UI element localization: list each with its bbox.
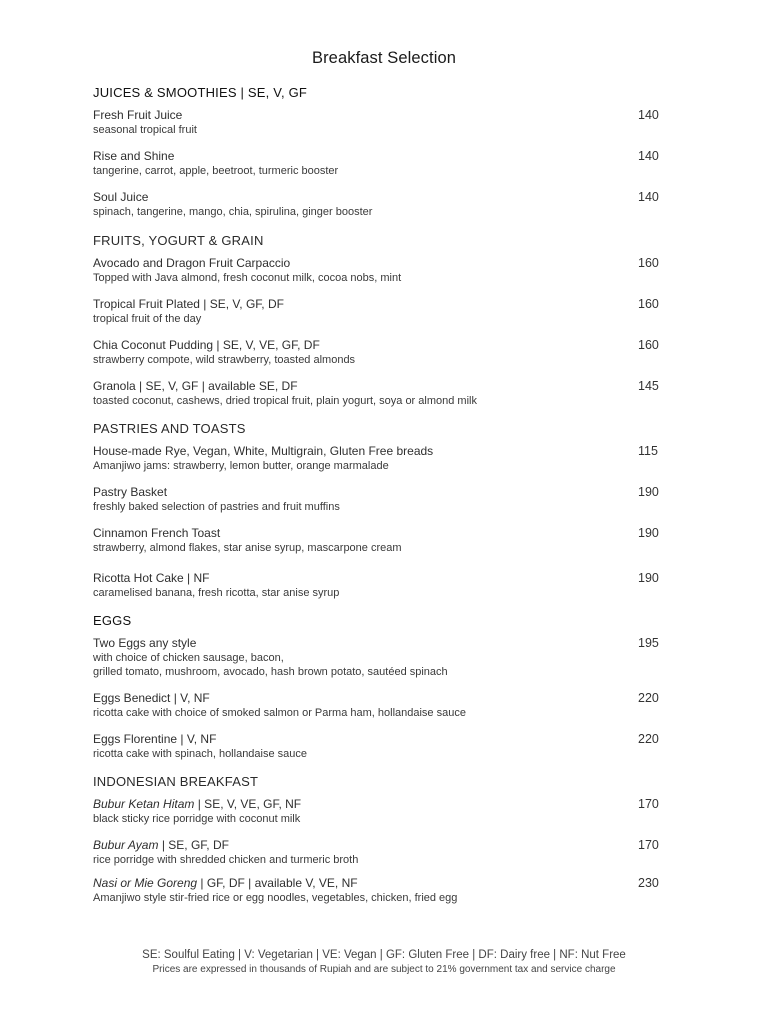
item-name-line	[93, 797, 673, 812]
item-price: 160	[638, 338, 659, 352]
item-name: Nasi or Mie Goreng	[93, 876, 198, 890]
menu-item	[93, 876, 673, 905]
section-heading: INDONESIAN BREAKFAST	[93, 774, 259, 789]
item-price: 195	[638, 636, 659, 650]
item-description-line-2: grilled tomato, mushroom, avocado, hash brown potato, sautéed spinach	[93, 666, 448, 678]
item-description: with choice of chicken sausage, bacon,	[93, 652, 284, 664]
section-pastries-toasts	[93, 420, 673, 609]
item-price: 190	[638, 526, 659, 540]
item-name: Rise and Shine	[93, 149, 175, 163]
item-description: freshly baked selection of pastries and fruit muffins	[93, 501, 340, 513]
item-price: 190	[638, 571, 659, 585]
menu-item	[93, 797, 673, 826]
item-price: 170	[638, 838, 659, 852]
item-price: 140	[638, 149, 659, 163]
item-name: Soul Juice	[93, 190, 149, 204]
section-indonesian-breakfast	[93, 773, 673, 914]
item-description: spinach, tangerine, mango, chia, spirulina, ginger booster	[93, 206, 373, 218]
item-description: seasonal tropical fruit	[93, 124, 197, 136]
section-fruits-yogurt-grain	[93, 232, 673, 417]
item-name: Tropical Fruit Plated | SE, V, GF, DF	[93, 297, 284, 311]
item-description: tangerine, carrot, apple, beetroot, turmeric booster	[93, 165, 339, 177]
item-description: strawberry, almond flakes, star anise syrup, mascarpone cream	[93, 542, 402, 554]
section-heading: PASTRIES AND TOASTS	[93, 421, 246, 436]
section-heading: EGGS	[93, 613, 132, 628]
item-name: Two Eggs any style	[93, 636, 197, 650]
section-juices-smoothies	[93, 84, 673, 228]
menu-item	[93, 526, 673, 555]
section-eggs	[93, 612, 673, 770]
menu-item	[93, 444, 673, 473]
item-name: House-made Rye, Vegan, White, Multigrain, Gluten Free breads	[93, 444, 434, 458]
item-name: Cinnamon French Toast	[93, 526, 221, 540]
section-heading: FRUITS, YOGURT & GRAIN	[93, 233, 264, 248]
menu-item	[93, 149, 673, 178]
section-heading: JUICES & SMOOTHIES | SE, V, GF	[93, 85, 308, 100]
item-name-line	[93, 838, 673, 853]
menu-item	[93, 256, 673, 285]
item-tags: | SE, V, VE, GF, NF	[197, 797, 302, 811]
item-name: Ricotta Hot Cake | NF	[93, 571, 210, 585]
menu-item	[93, 732, 673, 761]
item-description: Amanjiwo jams: strawberry, lemon butter, orange marmalade	[93, 460, 389, 472]
footer	[0, 948, 768, 976]
item-name: Eggs Benedict | V, NF	[93, 691, 210, 705]
item-description: ricotta cake with choice of smoked salmon or Parma ham, hollandaise sauce	[93, 707, 466, 719]
item-name: Pastry Basket	[93, 485, 168, 499]
item-price: 160	[638, 256, 659, 270]
price-note: Prices are expressed in thousands of Rupiah and are subject to 21% government tax and service charge	[152, 964, 616, 975]
item-name-line	[93, 876, 673, 891]
item-description: strawberry compote, wild strawberry, toasted almonds	[93, 354, 356, 366]
item-name: Granola | SE, V, GF | available SE, DF	[93, 379, 298, 393]
item-price: 145	[638, 379, 659, 393]
item-price: 140	[638, 190, 659, 204]
item-price: 220	[638, 732, 659, 746]
item-price: 115	[638, 444, 658, 458]
item-description: rice porridge with shredded chicken and turmeric broth	[93, 854, 359, 866]
item-price: 190	[638, 485, 659, 499]
menu-item	[93, 838, 673, 867]
menu-item	[93, 108, 673, 137]
item-name: Chia Coconut Pudding | SE, V, VE, GF, DF	[93, 338, 320, 352]
item-name: Fresh Fruit Juice	[93, 108, 183, 122]
menu-item	[93, 485, 673, 514]
item-price: 230	[638, 876, 659, 890]
menu-item	[93, 297, 673, 326]
item-name: Bubur Ketan Hitam	[93, 797, 195, 811]
item-name: Eggs Florentine | V, NF	[93, 732, 217, 746]
item-description: caramelised banana, fresh ricotta, star anise syrup	[93, 587, 340, 599]
menu-item	[93, 190, 673, 219]
item-description: Amanjiwo style stir-fried rice or egg noodles, vegetables, chicken, fried egg	[93, 892, 458, 904]
menu-item	[93, 691, 673, 720]
item-tags: | SE, GF, DF	[161, 838, 229, 852]
dietary-legend: SE: Soulful Eating | V: Vegetarian | VE: Vegan | GF: Gluten Free | DF: Dairy free | NF: Nut Free	[142, 949, 626, 961]
item-description: ricotta cake with spinach, hollandaise sauce	[93, 748, 308, 760]
menu-item	[93, 338, 673, 367]
item-price: 220	[638, 691, 659, 705]
menu-item	[93, 571, 673, 600]
item-name: Avocado and Dragon Fruit Carpaccio	[93, 256, 291, 270]
item-description: toasted coconut, cashews, dried tropical fruit, plain yogurt, soya or almond milk	[93, 395, 477, 407]
item-description: Topped with Java almond, fresh coconut milk, cocoa nobs, mint	[93, 272, 402, 284]
menu-item	[93, 636, 673, 679]
page-title: Breakfast Selection	[311, 49, 457, 67]
item-tags: | GF, DF | available V, VE, NF	[200, 876, 358, 890]
item-price: 170	[638, 797, 659, 811]
menu-item	[93, 379, 673, 408]
item-price: 160	[638, 297, 659, 311]
item-price: 140	[638, 108, 659, 122]
item-description: black sticky rice porridge with coconut milk	[93, 813, 301, 825]
item-name: Bubur Ayam	[93, 838, 159, 852]
item-description: tropical fruit of the day	[93, 313, 202, 325]
